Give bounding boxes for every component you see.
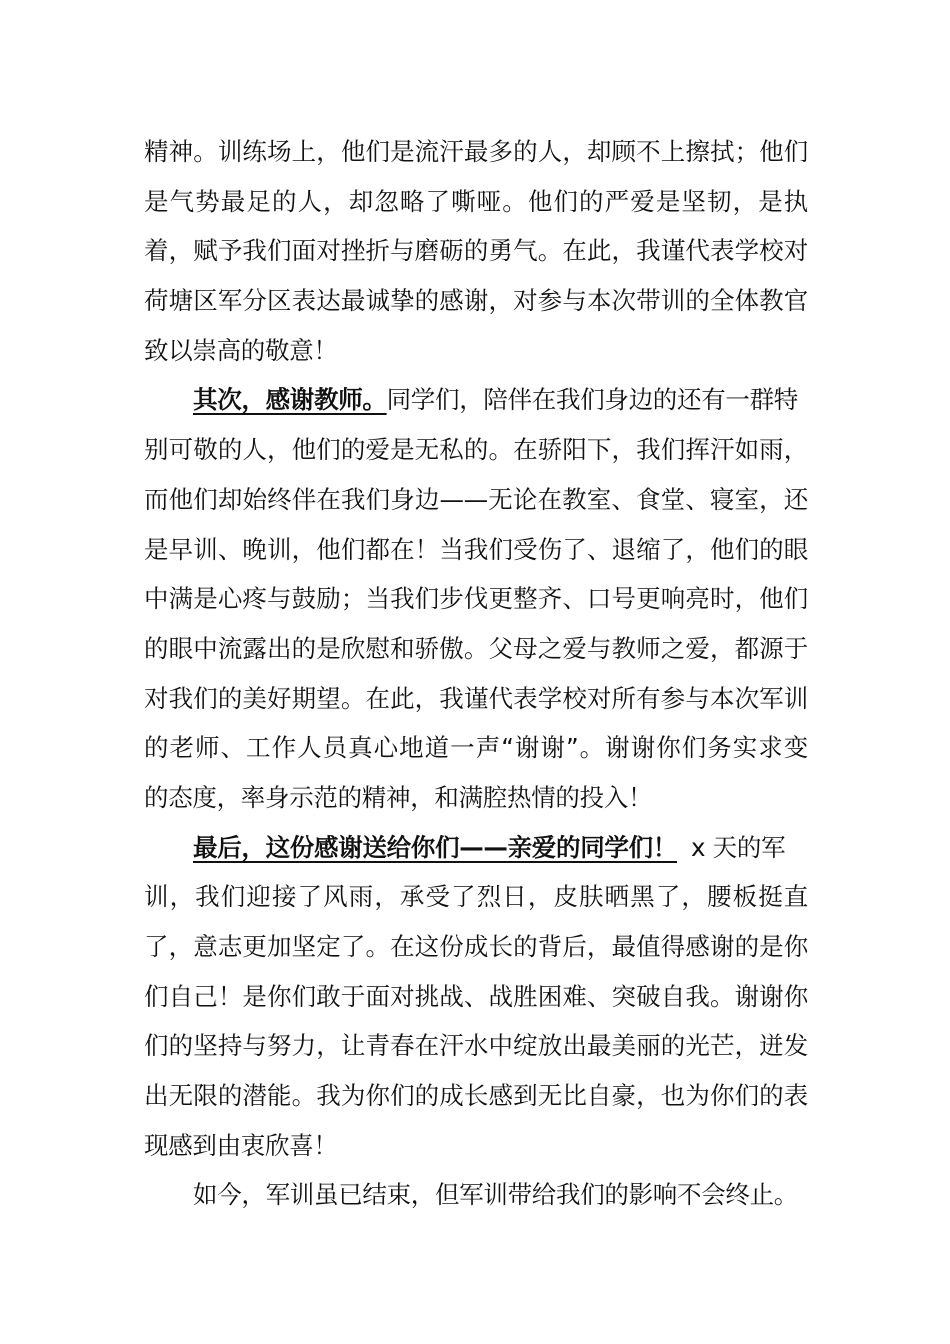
text-line: 出无限的潜能。我为你们的成长感到无比自豪，也为你们的表: [144, 1081, 808, 1110]
text-line: 的老师、工作人员真心地道一声“谢谢”。谢谢你们务实求变: [144, 733, 808, 762]
text-run: x 天的军: [691, 833, 786, 862]
text-line: 如今，军训虽已结束，但军训带给我们的影响不会终止。: [193, 1180, 798, 1209]
text-line: [193, 828, 785, 868]
text-line: 们的坚持与努力，让青春在汗水中绽放出最美丽的光芒，迸发: [144, 1031, 808, 1060]
text-line: 现感到由衷欣喜！: [144, 1131, 338, 1160]
text-line: 荷塘区军分区表达最诚挚的感谢，对参与本次带训的全体教官: [144, 286, 808, 315]
text-line: 是早训、晚训，他们都在！当我们受伤了、退缩了，他们的眼: [144, 535, 808, 564]
text-line: 中满是心疼与鼓励；当我们步伐更整齐、口号更响亮时，他们: [144, 584, 808, 613]
text-line: 对我们的美好期望。在此，我谨代表学校对所有参与本次军训: [144, 684, 808, 713]
text-line: 的眼中流露出的是欣慰和骄傲。父母之爱与教师之爱，都源于: [144, 634, 808, 663]
text-line: 的态度，率身示范的精神，和满腔热情的投入！: [144, 783, 653, 812]
section-heading-students: 最后，这份感谢送给你们——亲爱的同学们！: [193, 833, 677, 862]
text-line: [193, 380, 798, 420]
text-line: 了，意志更加坚定了。在这份成长的背后，最值得感谢的是你: [144, 932, 808, 961]
text-line: 别可敬的人，他们的爱是无私的。在骄阳下，我们挥汗如雨，: [144, 435, 808, 464]
text-line: 精神。训练场上，他们是流汗最多的人，却顾不上擦拭；他们: [144, 137, 808, 166]
text-line: 训，我们迎接了风雨，承受了烈日，皮肤晒黑了，腰板挺直: [144, 882, 808, 911]
text-line: 是气势最足的人，却忽略了嘶哑。他们的严爱是坚韧，是执: [144, 187, 808, 216]
section-heading-teachers: 其次，感谢教师。: [193, 385, 387, 414]
text-run: 同学们，陪伴在我们身边的还有一群特: [386, 385, 799, 414]
text-line: 们自己！是你们敢于面对挑战、战胜困难、突破自我。谢谢你: [144, 982, 808, 1011]
text-line: 致以崇高的敬意！: [144, 336, 338, 365]
text-line: 着，赋予我们面对挫折与磨砺的勇气。在此，我谨代表学校对: [144, 236, 808, 265]
text-line: 而他们却始终伴在我们身边——无论在教室、食堂、寝室，还: [144, 485, 808, 514]
